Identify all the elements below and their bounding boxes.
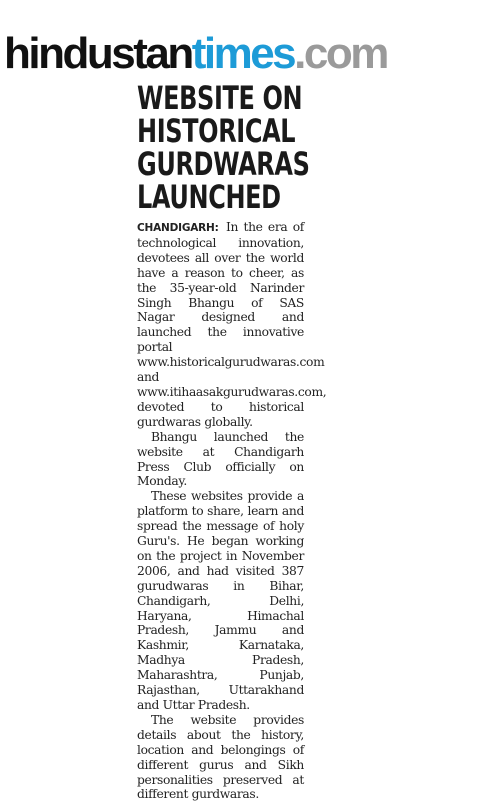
headline-line-2: HISTORICAL <box>137 112 296 150</box>
article-paragraph-2: Bhangu launched the website at Chandigarh Press Club officially on Monday. <box>137 429 304 489</box>
headline-line-1: WEBSITE ON <box>137 79 303 117</box>
headline-line-3: GURDWARAS <box>137 145 310 183</box>
article-body <box>137 220 327 802</box>
logo-part-times: times <box>191 29 295 78</box>
article-paragraph-1 <box>137 220 327 430</box>
article-paragraph-3: These websites provide a platform to share, learn and spread the message of holy Guru's. He began working on the project in November 2006, and had visited 387 gurudwaras in Bihar, Chandigarh, Delhi, Haryana, Himachal Pradesh, Jammu and Kashmir, Karnataka, Madhya Pradesh, Maharashtra, Punjab, Rajasthan, Uttarakhand and Uttar Pradesh. <box>137 489 304 712</box>
paragraph-1-text: In the era of technological innovation, devotees all over the world have a reason to cheer, as the 35-year-old Narinder Singh Bhangu of SAS Nagar designed and launched the innovative portal www.historicalgurudwaras.com and www.itihaasakgurudwaras.com, devoted to historical gurdwaras globally. <box>137 220 327 429</box>
article-headline <box>137 79 310 216</box>
article-paragraph-4: The website provides details about the history, location and belongings of different gurus and Sikh personalities preserved at different gurdwaras. <box>137 712 304 802</box>
logo-part-dotcom: .com <box>294 29 387 78</box>
dateline: CHANDIGARH: <box>137 222 219 234</box>
logo-part-hindustan: hindustan <box>4 29 192 78</box>
headline-line-4: LAUNCHED <box>137 178 281 216</box>
hindustantimes-logo <box>4 30 480 78</box>
